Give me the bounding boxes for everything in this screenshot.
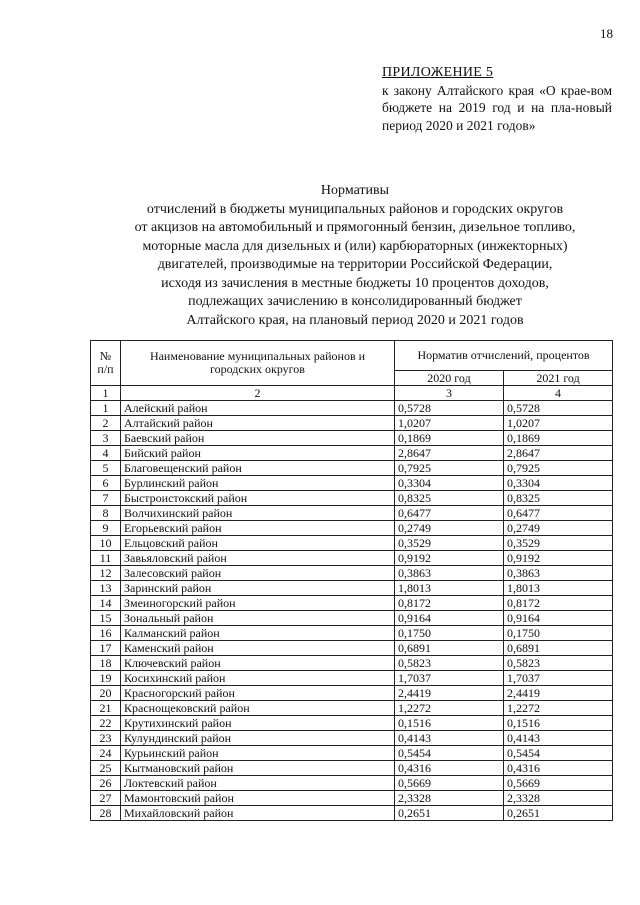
row-value-2020: 0,2651: [395, 806, 504, 821]
row-district-name: Косихинский район: [121, 671, 395, 686]
heading-line: исходя из зачисления в местные бюджеты 10 процентов доходов,: [161, 275, 549, 291]
row-number: 8: [91, 506, 121, 521]
row-value-2020: 1,8013: [395, 581, 504, 596]
row-district-name: Каменский район: [121, 641, 395, 656]
row-number: 10: [91, 536, 121, 551]
row-district-name: Змеиногорский район: [121, 596, 395, 611]
row-number: 24: [91, 746, 121, 761]
row-value-2020: 0,6891: [395, 641, 504, 656]
row-number: 14: [91, 596, 121, 611]
table-row: [91, 491, 613, 506]
row-value-2020: 2,3328: [395, 791, 504, 806]
document-heading: [100, 182, 610, 330]
row-number: 22: [91, 716, 121, 731]
row-value-2020: 0,5823: [395, 656, 504, 671]
norms-table: [90, 340, 613, 821]
row-number: 20: [91, 686, 121, 701]
row-value-2020: 1,7037: [395, 671, 504, 686]
row-district-name: Ключевский район: [121, 656, 395, 671]
row-value-2021: 0,5454: [504, 746, 613, 761]
table-row: [91, 506, 613, 521]
table-row: [91, 611, 613, 626]
table-row: [91, 701, 613, 716]
row-district-name: Зональный район: [121, 611, 395, 626]
page-number: 18: [600, 26, 613, 41]
table-row: [91, 806, 613, 821]
row-district-name: Красногорский район: [121, 686, 395, 701]
row-number: 6: [91, 476, 121, 491]
row-number: 25: [91, 761, 121, 776]
header-name: Наименование муниципальных районов и городских округов: [121, 341, 395, 386]
row-district-name: Кытмановский район: [121, 761, 395, 776]
table-row: [91, 446, 613, 461]
row-number: 11: [91, 551, 121, 566]
row-number: 5: [91, 461, 121, 476]
table-row: [91, 776, 613, 791]
index-cell: 1: [91, 386, 121, 401]
table-body: [91, 401, 613, 821]
row-value-2021: 0,4316: [504, 761, 613, 776]
row-value-2021: 0,4143: [504, 731, 613, 746]
header-year-2021: 2021 год: [504, 371, 613, 386]
table-row: [91, 641, 613, 656]
row-value-2021: 0,6891: [504, 641, 613, 656]
row-value-2021: 1,7037: [504, 671, 613, 686]
row-district-name: Ельцовский район: [121, 536, 395, 551]
row-number: 23: [91, 731, 121, 746]
table-row: [91, 521, 613, 536]
row-value-2021: 0,1750: [504, 626, 613, 641]
appendix-title: ПРИЛОЖЕНИЕ 5: [382, 65, 494, 80]
row-district-name: Залесовский район: [121, 566, 395, 581]
appendix-caption: к закону Алтайского края «О крае-вом бюджете на 2019 год и на пла-новый период 2020 и 2021 годов»: [382, 82, 612, 133]
row-value-2021: 0,2749: [504, 521, 613, 536]
row-value-2021: 0,5728: [504, 401, 613, 416]
row-number: 15: [91, 611, 121, 626]
table-row: [91, 716, 613, 731]
heading-line: от акцизов на автомобильный и прямогонный бензин, дизельное топливо,: [134, 220, 576, 235]
table-row: [91, 581, 613, 596]
row-district-name: Завьяловский район: [121, 551, 395, 566]
row-number: 18: [91, 656, 121, 671]
row-value-2020: 0,3529: [395, 536, 504, 551]
row-value-2020: 0,5728: [395, 401, 504, 416]
row-district-name: Краснощековский район: [121, 701, 395, 716]
row-value-2021: 0,9192: [504, 551, 613, 566]
row-number: 28: [91, 806, 121, 821]
row-value-2021: 0,5823: [504, 656, 613, 671]
row-district-name: Калманский район: [121, 626, 395, 641]
row-district-name: Бурлинский район: [121, 476, 395, 491]
header-year-2020: 2020 год: [395, 371, 504, 386]
row-value-2020: 0,1869: [395, 431, 504, 446]
table-row: [91, 671, 613, 686]
table-row: [91, 656, 613, 671]
heading-line: двигателей, производимые на территории Российской Федерации,: [157, 257, 553, 272]
row-number: 7: [91, 491, 121, 506]
row-value-2020: 0,8325: [395, 491, 504, 506]
row-value-2020: 0,3304: [395, 476, 504, 491]
row-number: 27: [91, 791, 121, 806]
row-value-2020: 2,4419: [395, 686, 504, 701]
row-district-name: Бийский район: [121, 446, 395, 461]
row-value-2020: 0,4143: [395, 731, 504, 746]
row-value-2020: 0,2749: [395, 521, 504, 536]
heading-line: отчислений в бюджеты муниципальных районов и городских округов: [146, 201, 564, 217]
table-row: [91, 401, 613, 416]
table-row: [91, 416, 613, 431]
row-value-2021: 0,7925: [504, 461, 613, 476]
row-value-2021: 0,3529: [504, 536, 613, 551]
row-value-2020: 0,5454: [395, 746, 504, 761]
table-row: [91, 536, 613, 551]
row-value-2020: 1,2272: [395, 701, 504, 716]
row-district-name: Баевский район: [121, 431, 395, 446]
row-value-2021: 2,8647: [504, 446, 613, 461]
row-value-2021: 2,3328: [504, 791, 613, 806]
row-district-name: Кулундинский район: [121, 731, 395, 746]
row-district-name: Заринский район: [121, 581, 395, 596]
row-number: 19: [91, 671, 121, 686]
row-value-2020: 1,0207: [395, 416, 504, 431]
row-number: 21: [91, 701, 121, 716]
row-number: 4: [91, 446, 121, 461]
header-norm-group: Норматив отчислений, процентов: [395, 341, 613, 371]
row-district-name: Алейский район: [121, 401, 395, 416]
row-district-name: Мамонтовский район: [121, 791, 395, 806]
row-district-name: Крутихинский район: [121, 716, 395, 731]
table-row: [91, 596, 613, 611]
table-row: [91, 476, 613, 491]
table-row: [91, 761, 613, 776]
row-value-2021: 0,8325: [504, 491, 613, 506]
row-value-2020: 0,4316: [395, 761, 504, 776]
row-district-name: Локтевский район: [121, 776, 395, 791]
row-value-2020: 2,8647: [395, 446, 504, 461]
row-value-2020: 0,8172: [395, 596, 504, 611]
table-row: [91, 566, 613, 581]
table-row: [91, 791, 613, 806]
row-value-2020: 0,9192: [395, 551, 504, 566]
row-number: 9: [91, 521, 121, 536]
row-number: 3: [91, 431, 121, 446]
heading-line: моторные масла для дизельных и (или) карбюраторных (инжекторных): [142, 238, 568, 254]
table-row: [91, 551, 613, 566]
row-value-2020: 0,1750: [395, 626, 504, 641]
row-district-name: Быстроистокский район: [121, 491, 395, 506]
row-value-2021: 0,6477: [504, 506, 613, 521]
row-number: 26: [91, 776, 121, 791]
row-district-name: Курьинский район: [121, 746, 395, 761]
row-value-2021: 0,9164: [504, 611, 613, 626]
table-row: [91, 686, 613, 701]
table-row: [91, 731, 613, 746]
heading-line: Алтайского края, на плановый период 2020 и 2021 годов: [186, 312, 524, 328]
row-value-2021: 0,8172: [504, 596, 613, 611]
row-value-2021: 1,0207: [504, 416, 613, 431]
row-number: 1: [91, 401, 121, 416]
row-value-2020: 0,1516: [395, 716, 504, 731]
heading-title: Нормативы: [320, 183, 390, 198]
row-number: 13: [91, 581, 121, 596]
row-number: 16: [91, 626, 121, 641]
row-value-2021: 0,1869: [504, 431, 613, 446]
row-district-name: Егорьевский район: [121, 521, 395, 536]
index-cell: 4: [504, 386, 613, 401]
row-value-2021: 0,1516: [504, 716, 613, 731]
row-value-2020: 0,6477: [395, 506, 504, 521]
appendix-block: [382, 64, 612, 134]
row-value-2021: 2,4419: [504, 686, 613, 701]
table-row: [91, 746, 613, 761]
heading-line: подлежащих зачислению в консолидированный бюджет: [188, 294, 522, 309]
row-value-2021: 0,5669: [504, 776, 613, 791]
header-num: № п/п: [91, 341, 121, 386]
row-value-2020: 0,5669: [395, 776, 504, 791]
row-number: 12: [91, 566, 121, 581]
table-row: [91, 461, 613, 476]
row-district-name: Благовещенский район: [121, 461, 395, 476]
row-value-2021: 1,8013: [504, 581, 613, 596]
row-value-2020: 0,7925: [395, 461, 504, 476]
row-value-2021: 0,3304: [504, 476, 613, 491]
row-value-2021: 1,2272: [504, 701, 613, 716]
table-row: [91, 431, 613, 446]
row-value-2021: 0,3863: [504, 566, 613, 581]
table-row: [91, 626, 613, 641]
row-value-2020: 0,3863: [395, 566, 504, 581]
index-cell: 3: [395, 386, 504, 401]
row-district-name: Алтайский район: [121, 416, 395, 431]
row-number: 17: [91, 641, 121, 656]
row-value-2021: 0,2651: [504, 806, 613, 821]
row-value-2020: 0,9164: [395, 611, 504, 626]
row-number: 2: [91, 416, 121, 431]
row-district-name: Михайловский район: [121, 806, 395, 821]
index-cell: 2: [121, 386, 395, 401]
row-district-name: Волчихинский район: [121, 506, 395, 521]
